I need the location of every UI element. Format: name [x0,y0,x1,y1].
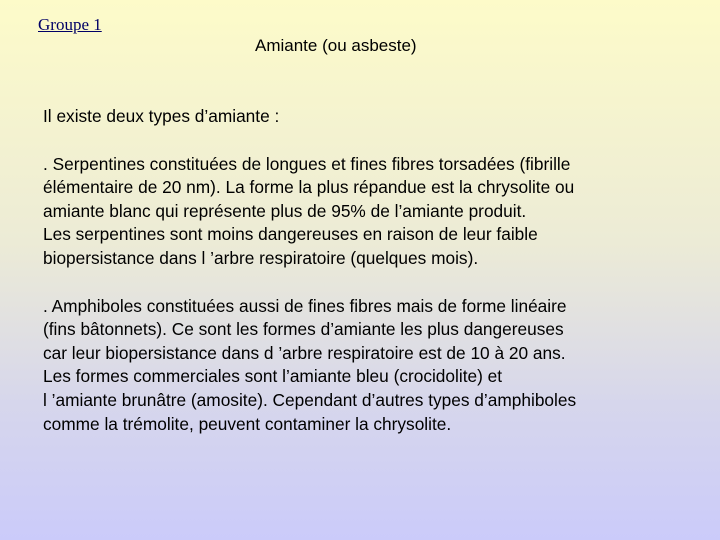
paragraph-line: . Serpentines constituées de longues et fines fibres torsadées (fibrille [43,153,571,174]
group-link[interactable]: Groupe 1 [38,15,102,34]
paragraph-line: (fins bâtonnets). Ce sont les formes d’amiante les plus dangereuses [43,319,564,340]
slide-body [43,105,693,460]
paragraph-line: . Amphiboles constituées aussi de fines fibres mais de forme linéaire [43,295,567,316]
paragraph-line: élémentaire de 20 nm). La forme la plus répandue est la chrysolite ou [43,177,575,198]
paragraph-line: comme la trémolite, peuvent contaminer la chrysolite. [43,413,452,434]
serpentines-paragraph [43,153,693,271]
paragraph-line: car leur biopersistance dans d ’arbre respiratoire est de 10 à 20 ans. [43,342,566,363]
paragraph-line: l ’amiante brunâtre (amosite). Cependant d’autres types d’amphiboles [43,389,577,410]
intro-text: Il existe deux types d’amiante : [43,106,280,126]
amphiboles-paragraph [43,295,693,437]
paragraph-line: amiante blanc qui représente plus de 95% de l’amiante produit. [43,200,527,221]
paragraph-line: Les formes commerciales sont l’amiante bleu (crocidolite) et [43,366,503,387]
paragraph-line: biopersistance dans l ’arbre respiratoire (quelques mois). [43,247,479,268]
paragraph-line: Les serpentines sont moins dangereuses en raison de leur faible [43,224,538,245]
slide-title: Amiante (ou asbeste) [255,36,417,55]
